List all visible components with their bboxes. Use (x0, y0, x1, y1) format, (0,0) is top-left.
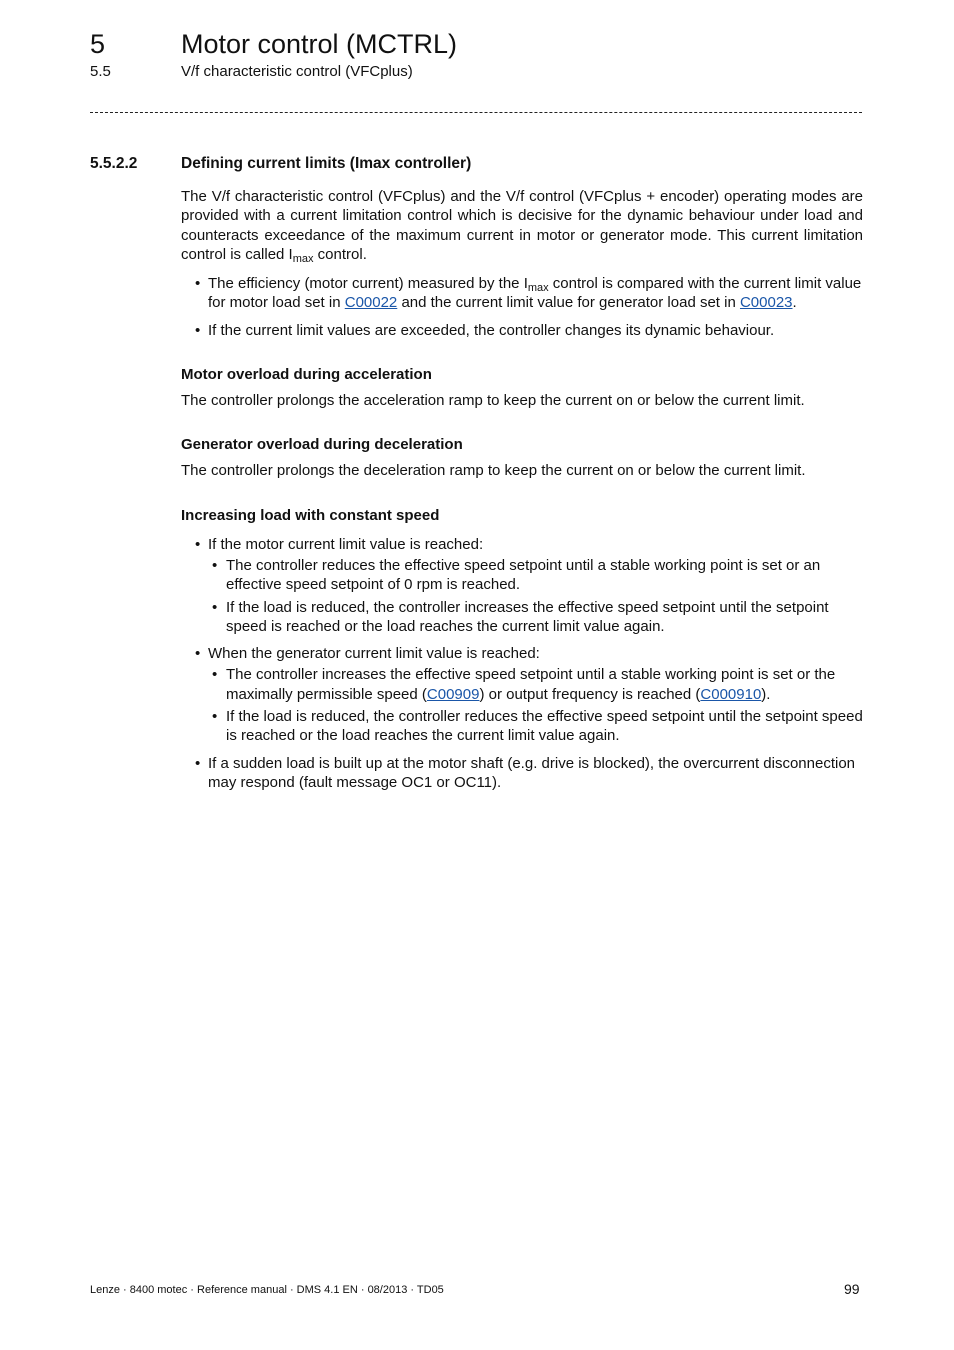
generator-overload-heading: Generator overload during deceleration (181, 436, 463, 454)
motor-case-sublist (208, 556, 863, 636)
link-c00022[interactable]: C00022 (344, 294, 398, 312)
list-item (181, 535, 863, 636)
list-item-text: The efficiency (motor current) measured by the I (208, 275, 528, 293)
chapter-title: Motor control (MCTRL) (181, 29, 458, 59)
list-item-text: ). (761, 685, 771, 703)
section-number: 5.5 (90, 63, 111, 80)
list-item: • If a sudden load is built up at the motor shaft (e.g. drive is blocked), the overcurrent disconnection may respond (fault message OC1 or OC11). (181, 754, 863, 793)
list-item-text: If the motor current limit value is reached: (208, 535, 484, 553)
list-item: • If the load is reduced, the controller reduces the effective speed setpoint until the setpoint speed is reached or the load reaches the current limit value again. (208, 707, 863, 746)
list-item (208, 665, 863, 704)
header-divider (90, 112, 862, 113)
list-item-text: . (792, 294, 797, 312)
increasing-load-heading: Increasing load with constant speed (181, 506, 440, 524)
motor-overload-text: The controller prolongs the acceleration ramp to keep the current on or below the current limit. (181, 392, 805, 410)
list-item-text: When the generator current limit value is reached: (208, 645, 540, 663)
subsection-title: Defining current limits (Imax controller) (181, 155, 472, 172)
link-c00909[interactable]: C00909 (426, 685, 480, 703)
increasing-load-list (181, 535, 863, 793)
page-number: 99 (844, 1281, 860, 1297)
chapter-number: 5 (90, 29, 106, 59)
section-title: V/f characteristic control (VFCplus) (181, 63, 413, 80)
list-item-text: and the current limit value for generator load set in (397, 294, 740, 312)
list-item: • The controller reduces the effective speed setpoint until a stable working point is set or an effective speed setpoint of 0 rpm is reached. (208, 556, 863, 595)
generator-case-sublist (208, 665, 863, 745)
link-c000910[interactable]: C000910 (700, 685, 762, 703)
intro-text: The V/f characteristic control (VFCplus) and the V/f control (VFCplus + encoder) operating modes are provided with a current limitation control which is decisive for the dynamic behaviour under load and counteracts exceedance of the maximum current in motor or generator mode. This current limitation control is called I (181, 188, 863, 263)
list-item (181, 274, 863, 313)
subsection-number: 5.5.2.2 (90, 155, 138, 172)
generator-overload-text: The controller prolongs the deceleration ramp to keep the current on or below the current limit. (181, 462, 806, 480)
list-item-text: The controller increases the effective speed setpoint until a stable working point is set or the maximally permissible speed ( (226, 666, 836, 703)
list-item-text: ) or output frequency is reached ( (479, 685, 701, 703)
intro-subscript: max (292, 252, 314, 265)
intro-text-end: control. (313, 245, 367, 263)
intro-paragraph (181, 187, 863, 264)
current-limit-list (181, 274, 863, 340)
list-item (181, 644, 863, 745)
list-item: • If the current limit values are exceeded, the controller changes its dynamic behaviour. (181, 321, 863, 340)
list-item-subscript: max (527, 282, 549, 295)
footer-document-info: Lenze · 8400 motec · Reference manual · DMS 4.1 EN · 08/2013 · TD05 (90, 1284, 444, 1296)
body-content (181, 187, 863, 800)
list-item-text: control is compared with the current limit value for motor load set in (208, 275, 862, 312)
motor-overload-heading: Motor overload during acceleration (181, 366, 432, 384)
list-item: • If the load is reduced, the controller increases the effective speed setpoint until the setpoint speed is reached or the load reaches the current limit value again. (208, 598, 863, 637)
link-c00023[interactable]: C00023 (739, 294, 793, 312)
